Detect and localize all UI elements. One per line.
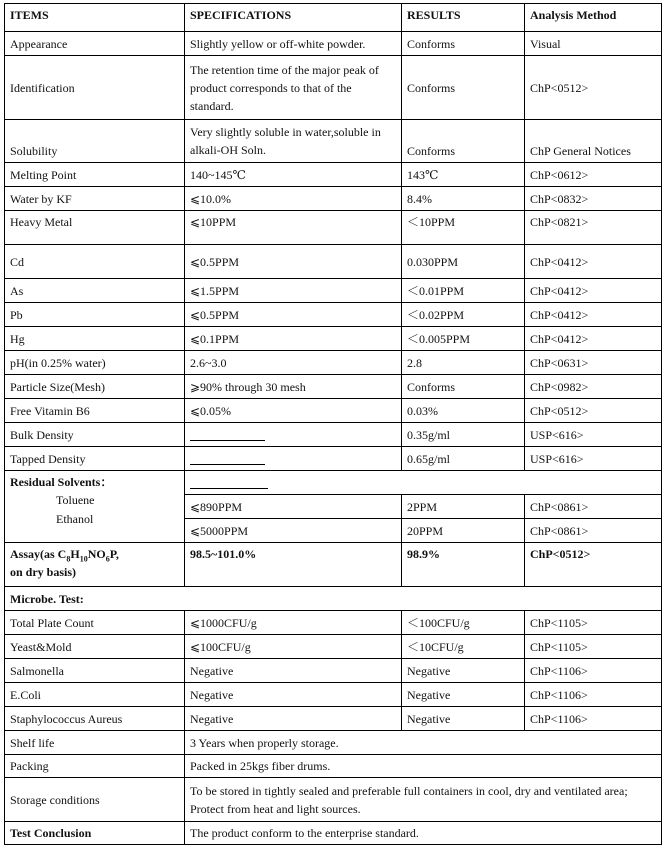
- result-cell: 0.030PPM: [402, 245, 525, 279]
- spec-cell: ⩾90% through 30 mesh: [185, 375, 402, 399]
- result-cell: ＜0.02PPM: [402, 303, 525, 327]
- table-row: [5, 707, 662, 731]
- conclusion-label: Test Conclusion: [5, 822, 185, 845]
- table-row: [5, 447, 662, 471]
- method-cell: Visual: [525, 32, 662, 56]
- storage-label: Storage conditions: [5, 778, 185, 822]
- spec-cell: The retention time of the major peak of product corresponds to that of the standard.: [185, 56, 402, 120]
- spec-cell: Negative: [185, 683, 402, 707]
- spec-cell: ⩽100CFU/g: [185, 635, 402, 659]
- storage-line-2: Protect from heat and light sources.: [190, 801, 361, 816]
- microbe-header-row: [5, 587, 662, 611]
- method-cell: ChP<0512>: [525, 399, 662, 423]
- spec-cell: ⩽1.5PPM: [185, 279, 402, 303]
- residual-blank-cell: [185, 471, 662, 495]
- toluene-label: Toluene: [56, 493, 95, 507]
- spec-cell: ⩽0.1PPM: [185, 327, 402, 351]
- spec-cell: Slightly yellow or off-white powder.: [185, 32, 402, 56]
- result-cell: 8.4%: [402, 187, 525, 211]
- method-cell: ChP<0412>: [525, 245, 662, 279]
- item-cell: Heavy Metal: [5, 211, 185, 245]
- method-cell: ChP<0982>: [525, 375, 662, 399]
- blank-line: [190, 454, 265, 465]
- table-row: [5, 56, 662, 120]
- method-cell: ChP<0821>: [525, 211, 662, 245]
- item-cell: Salmonella: [5, 659, 185, 683]
- item-cell: Staphylococcus Aureus: [5, 707, 185, 731]
- packing-value: Packed in 25kgs fiber drums.: [185, 755, 662, 778]
- method-cell: ChP<1106>: [525, 683, 662, 707]
- spec-cell: Very slightly soluble in water,soluble in alkali-OH Soln.: [185, 120, 402, 163]
- packing-label: Packing: [5, 755, 185, 778]
- method-cell: ChP<0612>: [525, 163, 662, 187]
- table-row: [5, 245, 662, 279]
- method-cell: ChP<1106>: [525, 659, 662, 683]
- result-cell: Conforms: [402, 120, 525, 163]
- spec-cell: 98.5~101.0%: [185, 543, 402, 587]
- spec-cell: 2.6~3.0: [185, 351, 402, 375]
- conclusion-value: The product conform to the enterprise standard.: [185, 822, 662, 845]
- item-cell: Pb: [5, 303, 185, 327]
- item-cell: Total Plate Count: [5, 611, 185, 635]
- result-cell: Negative: [402, 683, 525, 707]
- item-cell: Appearance: [5, 32, 185, 56]
- method-cell: ChP<0512>: [525, 56, 662, 120]
- spec-cell: Negative: [185, 659, 402, 683]
- header-results: RESULTS: [402, 4, 525, 32]
- shelf-life-label: Shelf life: [5, 731, 185, 755]
- spec-cell: ⩽890PPM: [185, 495, 402, 519]
- result-cell: ＜0.005PPM: [402, 327, 525, 351]
- method-cell: ChP<1106>: [525, 707, 662, 731]
- item-cell: pH(in 0.25% water): [5, 351, 185, 375]
- spec-cell: ⩽10PPM: [185, 211, 402, 245]
- result-cell: ＜10CFU/g: [402, 635, 525, 659]
- spec-cell: ⩽0.5PPM: [185, 245, 402, 279]
- residual-label: Residual Solvents：: [10, 475, 113, 489]
- table-row: [5, 279, 662, 303]
- packing-row: [5, 755, 662, 778]
- item-cell: Melting Point: [5, 163, 185, 187]
- table-row: [5, 351, 662, 375]
- residual-header-row: [5, 471, 662, 495]
- result-cell: 0.03%: [402, 399, 525, 423]
- storage-line-1: To be stored in tightly sealed and preferable full containers in cool, dry and ventilated area;: [190, 783, 628, 798]
- table-row: [5, 120, 662, 163]
- storage-row: [5, 778, 662, 822]
- result-cell: 98.9%: [402, 543, 525, 587]
- method-cell: ChP<0832>: [525, 187, 662, 211]
- item-cell: Yeast&Mold: [5, 635, 185, 659]
- table-row: [5, 32, 662, 56]
- spec-cell: ⩽0.5PPM: [185, 303, 402, 327]
- microbe-label: Microbe. Test:: [5, 587, 662, 611]
- spec-cell: ⩽0.05%: [185, 399, 402, 423]
- residual-label-cell: [5, 471, 185, 543]
- method-cell: ChP<0412>: [525, 279, 662, 303]
- method-cell: ChP<1105>: [525, 635, 662, 659]
- conclusion-row: [5, 822, 662, 845]
- spec-cell: ⩽10.0%: [185, 187, 402, 211]
- item-cell: Solubility: [5, 120, 185, 163]
- item-cell: Cd: [5, 245, 185, 279]
- table-row: [5, 659, 662, 683]
- result-cell: 0.65g/ml: [402, 447, 525, 471]
- table-row: [5, 635, 662, 659]
- result-cell: ＜10PPM: [402, 211, 525, 245]
- result-cell: 143℃: [402, 163, 525, 187]
- result-cell: ＜0.01PPM: [402, 279, 525, 303]
- table-row: [5, 683, 662, 707]
- table-row: [5, 303, 662, 327]
- storage-value: [185, 778, 662, 822]
- header-row: [5, 4, 662, 32]
- result-cell: Conforms: [402, 375, 525, 399]
- item-cell: Identification: [5, 56, 185, 120]
- item-cell: E.Coli: [5, 683, 185, 707]
- table-row: [5, 423, 662, 447]
- shelf-life-value: 3 Years when properly storage.: [185, 731, 662, 755]
- item-cell: As: [5, 279, 185, 303]
- item-cell: Hg: [5, 327, 185, 351]
- header-specifications: SPECIFICATIONS: [185, 4, 402, 32]
- method-cell: ChP<1105>: [525, 611, 662, 635]
- method-cell: ChP General Notices: [525, 120, 662, 163]
- result-cell: Negative: [402, 707, 525, 731]
- table-row: [5, 187, 662, 211]
- header-method: Analysis Method: [525, 4, 662, 32]
- table-row: [5, 611, 662, 635]
- item-cell: Water by KF: [5, 187, 185, 211]
- table-row: [5, 399, 662, 423]
- item-cell: Tapped Density: [5, 447, 185, 471]
- method-cell: ChP<0412>: [525, 303, 662, 327]
- result-cell: Negative: [402, 659, 525, 683]
- coa-table: [4, 3, 662, 845]
- blank-line: [190, 478, 268, 489]
- item-cell: Free Vitamin B6: [5, 399, 185, 423]
- table-row: [5, 327, 662, 351]
- result-cell: Conforms: [402, 32, 525, 56]
- item-cell: Particle Size(Mesh): [5, 375, 185, 399]
- table-row: [5, 163, 662, 187]
- item-cell: Bulk Density: [5, 423, 185, 447]
- spec-cell: [185, 423, 402, 447]
- assay-row: [5, 543, 662, 587]
- result-cell: 2.8: [402, 351, 525, 375]
- result-cell: Conforms: [402, 56, 525, 120]
- ethanol-label: Ethanol: [56, 512, 94, 526]
- method-cell: ChP<0412>: [525, 327, 662, 351]
- method-cell: ChP<0512>: [525, 543, 662, 587]
- spec-cell: [185, 447, 402, 471]
- method-cell: ChP<0861>: [525, 495, 662, 519]
- blank-line: [190, 430, 265, 441]
- table-row: [5, 375, 662, 399]
- method-cell: ChP<0631>: [525, 351, 662, 375]
- result-cell: 20PPM: [402, 519, 525, 543]
- spec-cell: ⩽5000PPM: [185, 519, 402, 543]
- result-cell: 0.35g/ml: [402, 423, 525, 447]
- spec-cell: ⩽1000CFU/g: [185, 611, 402, 635]
- method-cell: USP<616>: [525, 423, 662, 447]
- header-items: ITEMS: [5, 4, 185, 32]
- result-cell: ＜100CFU/g: [402, 611, 525, 635]
- spec-cell: Negative: [185, 707, 402, 731]
- table-row: [5, 211, 662, 245]
- assay-label: Assay(as $C_8H_{10}NO_6P$, on dry basis): [5, 543, 185, 587]
- method-cell: ChP<0861>: [525, 519, 662, 543]
- shelf-life-row: [5, 731, 662, 755]
- method-cell: USP<616>: [525, 447, 662, 471]
- result-cell: 2PPM: [402, 495, 525, 519]
- spec-cell: 140~145℃: [185, 163, 402, 187]
